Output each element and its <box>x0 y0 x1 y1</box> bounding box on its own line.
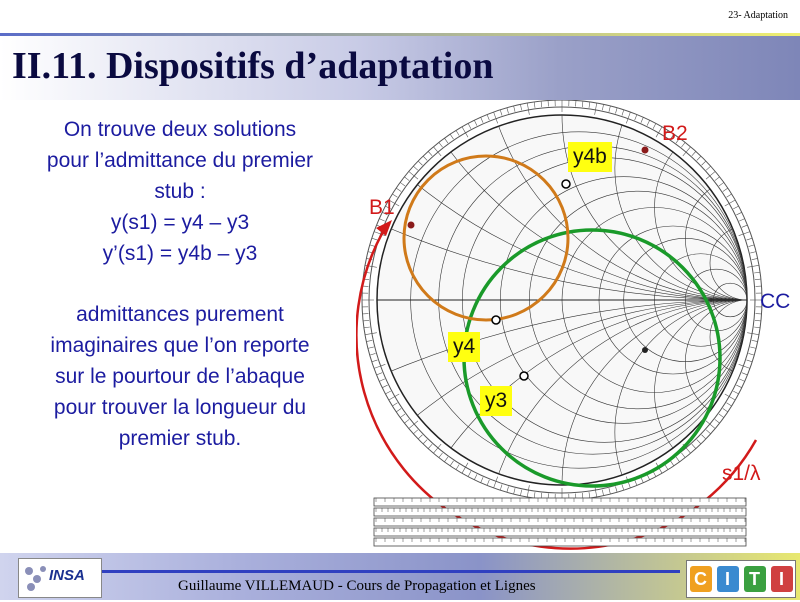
explanation-text <box>4 114 356 454</box>
tag-y4: y4 <box>448 332 480 362</box>
footer-text: Guillaume VILLEMAUD - Cours de Propagation et Lignes <box>178 578 536 595</box>
text-line: premier stub. <box>4 423 356 454</box>
text-line: admittances purement <box>4 299 356 330</box>
point-y3 <box>520 372 528 380</box>
point-b2 <box>642 147 649 154</box>
text-line: imaginaires que l’on reporte <box>4 330 356 361</box>
text-line: pour trouver la longueur du <box>4 392 356 423</box>
label-s1-lambda: s1/λ <box>722 462 761 486</box>
citi-logo-letter: T <box>744 566 766 592</box>
insa-logo-text: INSA <box>49 567 85 584</box>
citi-logo-letter: C <box>690 566 712 592</box>
label-b2: B2 <box>662 122 688 146</box>
text-line: y’(s1) = y4b – y3 <box>4 238 356 269</box>
smith-chart <box>356 100 800 558</box>
insa-logo <box>18 558 102 598</box>
point-y4 <box>492 316 500 324</box>
text-line: On trouve deux solutions <box>4 114 356 145</box>
point-y4b <box>562 180 570 188</box>
point-marker <box>642 347 648 353</box>
radial-scales <box>374 498 746 546</box>
page-title: II.11. Dispositifs d’adaptation <box>12 44 493 88</box>
label-cc: CC <box>760 290 790 314</box>
citi-logo-letter: I <box>717 566 739 592</box>
title-band-accent <box>0 33 800 36</box>
point-b1 <box>408 222 415 229</box>
text-line: y(s1) = y4 – y3 <box>4 207 356 238</box>
text-line: pour l’admittance du premier <box>4 145 356 176</box>
citi-logo <box>686 560 796 598</box>
label-b1: B1 <box>369 196 395 220</box>
slide-number-label: 23- Adaptation <box>728 10 788 21</box>
text-line: stub : <box>4 176 356 207</box>
tag-y4b: y4b <box>568 142 612 172</box>
tag-y3: y3 <box>480 386 512 416</box>
text-line: sur le pourtour de l’abaque <box>4 361 356 392</box>
footer-rule <box>100 570 680 573</box>
citi-logo-letter: I <box>771 566 793 592</box>
